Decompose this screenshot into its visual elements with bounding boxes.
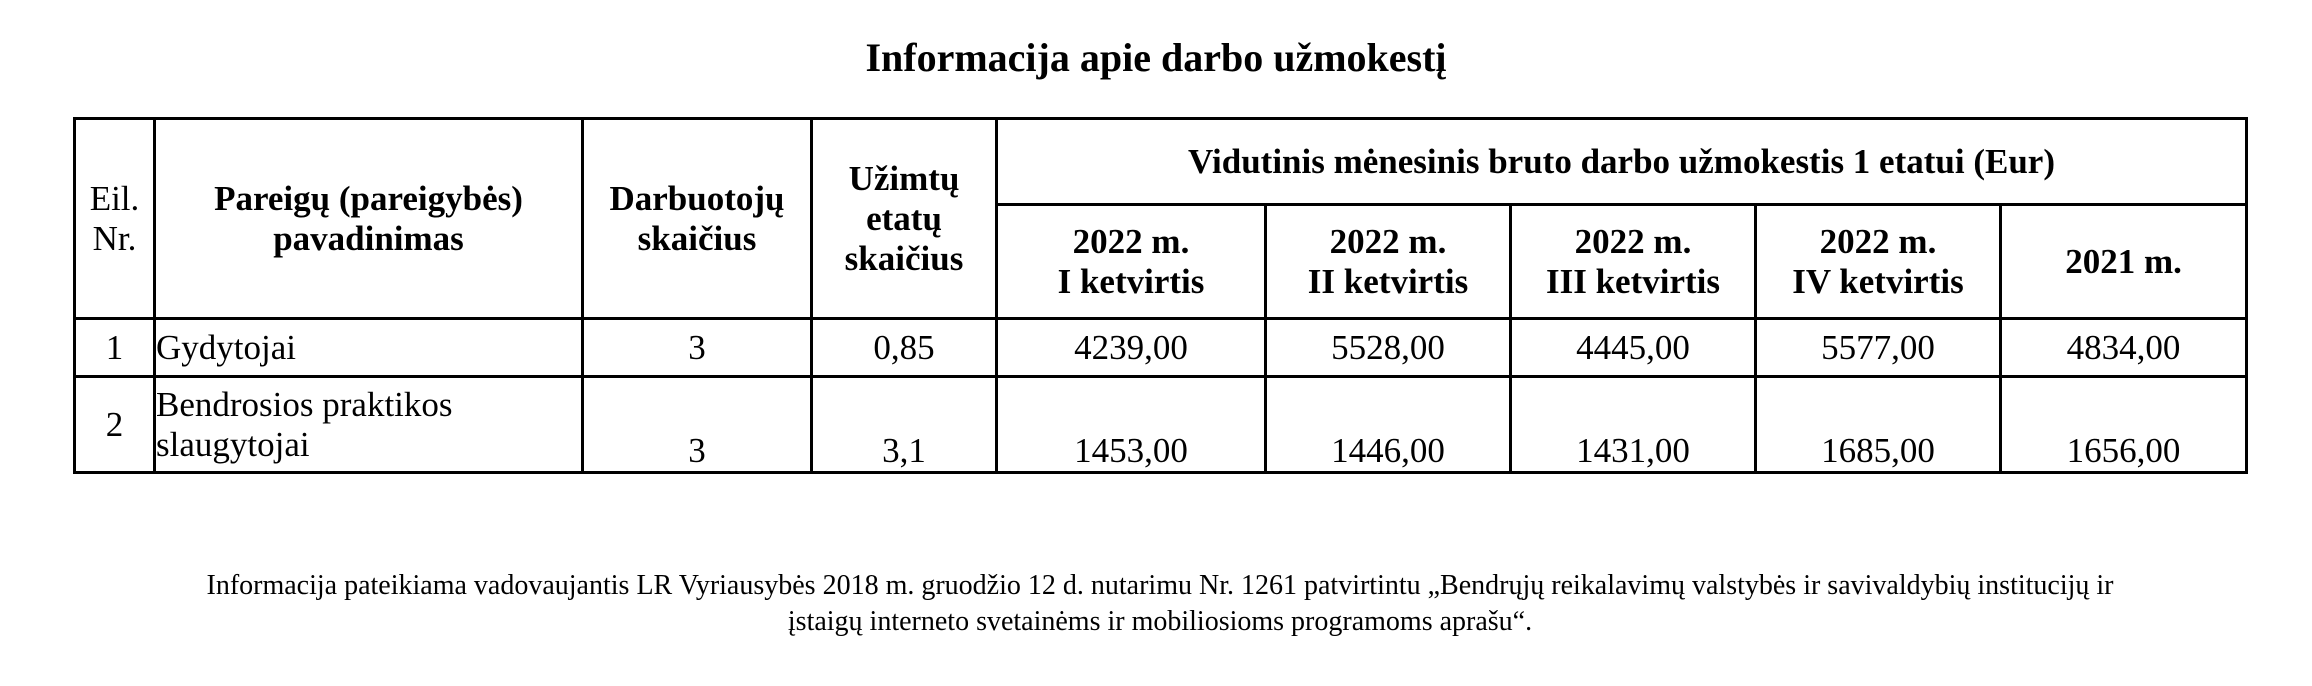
header-period-quarter: III ketvirtis bbox=[1545, 261, 1721, 301]
header-period bbox=[1756, 205, 2001, 319]
page-title: Informacija apie darbo užmokestį bbox=[865, 35, 1447, 80]
cell-name-line1: Gydytojai bbox=[156, 327, 296, 367]
header-positions-line2: etatų bbox=[866, 198, 942, 238]
header-period-quarter: I ketvirtis bbox=[1057, 261, 1205, 301]
header-period bbox=[1266, 205, 1511, 319]
cell-salary: 4834,00 bbox=[2001, 319, 2247, 377]
header-nr-line1: Eil. bbox=[89, 178, 140, 218]
cell-salary: 5528,00 bbox=[1266, 319, 1511, 377]
cell-salary: 4239,00 bbox=[997, 319, 1266, 377]
header-employees bbox=[583, 119, 812, 319]
cell-salary: 1685,00 bbox=[1756, 377, 2001, 473]
table-row bbox=[75, 377, 2247, 473]
header-employees-line2: skaičius bbox=[637, 218, 757, 258]
cell-nr: 1 bbox=[75, 319, 155, 377]
cell-salary: 5577,00 bbox=[1756, 319, 2001, 377]
header-position-line2: pavadinimas bbox=[273, 218, 464, 258]
header-nr-line2: Nr. bbox=[92, 218, 137, 258]
table-header-row bbox=[75, 119, 2247, 205]
table-row bbox=[75, 319, 2247, 377]
cell-nr: 2 bbox=[75, 377, 155, 473]
cell-name-line2: slaugytojai bbox=[156, 424, 310, 464]
header-period-year: 2022 m. bbox=[1574, 221, 1692, 261]
header-period-year: 2021 m. bbox=[2065, 241, 2182, 281]
header-employees-line1: Darbuotojų bbox=[609, 178, 785, 218]
cell-employees: 3 bbox=[583, 377, 812, 473]
header-period-year: 2022 m. bbox=[1819, 221, 1937, 261]
cell-name-line1: Bendrosios praktikos bbox=[156, 384, 453, 424]
header-period-year: 2022 m. bbox=[1072, 221, 1190, 261]
header-period-year: 2022 m. bbox=[1329, 221, 1447, 261]
cell-positions: 0,85 bbox=[812, 319, 997, 377]
header-period bbox=[2001, 205, 2247, 319]
header-period bbox=[1511, 205, 1756, 319]
footnote-line2: įstaigų interneto svetainėms ir mobiliosioms programoms aprašu“. bbox=[787, 606, 1533, 637]
cell-salary: 1446,00 bbox=[1266, 377, 1511, 473]
cell-salary: 1656,00 bbox=[2001, 377, 2247, 473]
header-period-quarter: IV ketvirtis bbox=[1792, 261, 1964, 301]
header-position-name bbox=[155, 119, 583, 319]
cell-salary: 4445,00 bbox=[1511, 319, 1756, 377]
footnote bbox=[90, 568, 2230, 640]
header-positions-line3: skaičius bbox=[844, 238, 964, 278]
footnote-line1: Informacija pateikiama vadovaujantis LR Vyriausybės 2018 m. gruodžio 12 d. nutarimu Nr. 1261 patvirtintu „Bendrųjų reikalavimų valstybės ir savivaldybių institucijų ir bbox=[206, 570, 2114, 601]
header-occupied-positions bbox=[812, 119, 997, 319]
header-nr bbox=[75, 119, 155, 319]
cell-salary: 1431,00 bbox=[1511, 377, 1756, 473]
cell-position-name bbox=[155, 319, 583, 377]
cell-salary: 1453,00 bbox=[997, 377, 1266, 473]
cell-position-name bbox=[155, 377, 583, 473]
header-period bbox=[997, 205, 1266, 319]
cell-employees: 3 bbox=[583, 319, 812, 377]
header-salary-group: Vidutinis mėnesinis bruto darbo užmokestis 1 etatui (Eur) bbox=[997, 119, 2247, 205]
cell-positions: 3,1 bbox=[812, 377, 997, 473]
header-positions-line1: Užimtų bbox=[848, 158, 960, 198]
salary-table bbox=[73, 117, 2248, 474]
header-period-quarter: II ketvirtis bbox=[1307, 261, 1469, 301]
header-position-line1: Pareigų (pareigybės) bbox=[214, 178, 523, 218]
